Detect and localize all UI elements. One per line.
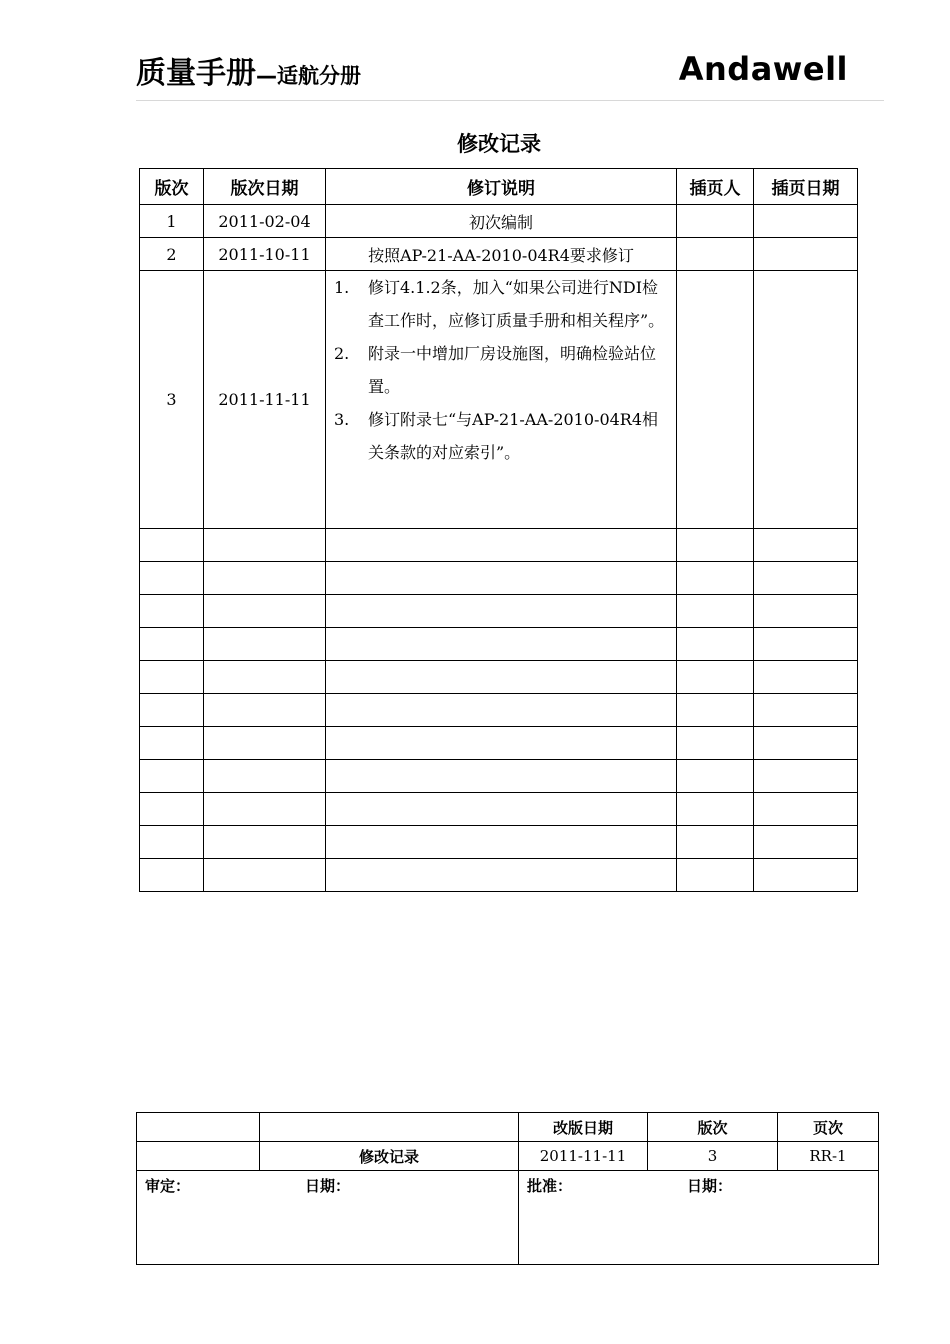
cell-inserter — [677, 562, 754, 595]
cell-insert-date — [754, 859, 858, 892]
table-row — [140, 205, 858, 238]
cell-insert-date — [754, 694, 858, 727]
cell-insert-date — [754, 271, 858, 529]
approve-date-label: 日期： — [687, 1177, 733, 1195]
cell-version — [140, 826, 204, 859]
table-row — [140, 238, 858, 271]
cell-date — [204, 793, 326, 826]
revision-item-list — [326, 271, 668, 469]
cell-inserter — [677, 238, 754, 271]
cell-insert-date — [754, 595, 858, 628]
cell-date — [204, 661, 326, 694]
footer-section-name: 修改记录 — [260, 1142, 519, 1171]
footer-header-row — [137, 1113, 879, 1142]
cell-date — [204, 727, 326, 760]
list-item-text: 修订4.1.2条，加入“如果公司进行NDI检查工作时，应修订质量手册和相关程序”。 — [368, 278, 665, 330]
cell-version: 1 — [140, 205, 204, 238]
cell-insert-date — [754, 529, 858, 562]
cell-version — [140, 529, 204, 562]
cell-date — [204, 595, 326, 628]
col-header-version: 版次 — [140, 169, 204, 205]
cell-date — [204, 859, 326, 892]
cell-description — [326, 595, 677, 628]
cell-inserter — [677, 826, 754, 859]
cell-version — [140, 562, 204, 595]
table-row — [140, 760, 858, 793]
table-row — [140, 826, 858, 859]
cell-version — [140, 595, 204, 628]
list-item-number: 1. — [334, 278, 350, 297]
footer-blank-cell — [137, 1113, 260, 1142]
col-header-inserter: 插页人 — [677, 169, 754, 205]
cell-date: 2011-02-04 — [204, 205, 326, 238]
footer-label-revision-date: 改版日期 — [519, 1113, 648, 1142]
cell-date — [204, 694, 326, 727]
footer-version: 3 — [648, 1142, 778, 1171]
footer-value-row — [137, 1142, 879, 1171]
revision-table — [139, 168, 858, 892]
col-header-insert-date: 插页日期 — [754, 169, 858, 205]
cell-insert-date — [754, 562, 858, 595]
approve-label: 批准： — [527, 1177, 573, 1195]
cell-inserter — [677, 271, 754, 529]
cell-insert-date — [754, 205, 858, 238]
cell-insert-date — [754, 727, 858, 760]
cell-date — [204, 562, 326, 595]
page-header — [136, 48, 884, 101]
cell-description — [326, 529, 677, 562]
review-label: 审定： — [145, 1177, 191, 1195]
approve-signature-cell — [519, 1171, 879, 1265]
cell-description — [326, 271, 677, 529]
footer-blank-cell — [260, 1113, 519, 1142]
cell-version — [140, 793, 204, 826]
revision-table-header — [140, 169, 858, 205]
footer-label-page: 页次 — [778, 1113, 879, 1142]
list-item — [326, 337, 668, 403]
table-row — [140, 595, 858, 628]
cell-inserter — [677, 694, 754, 727]
footer-revision-date: 2011-11-11 — [519, 1142, 648, 1171]
cell-version: 3 — [140, 271, 204, 529]
company-brand: Andawell — [678, 50, 848, 88]
cell-description — [326, 826, 677, 859]
cell-version — [140, 694, 204, 727]
cell-description — [326, 562, 677, 595]
list-item-number: 3. — [334, 410, 350, 429]
list-item-number: 2. — [334, 344, 350, 363]
cell-date — [204, 628, 326, 661]
cell-version — [140, 628, 204, 661]
footer-page-number: RR-1 — [778, 1142, 879, 1171]
cell-inserter — [677, 529, 754, 562]
cell-date — [204, 760, 326, 793]
cell-insert-date — [754, 760, 858, 793]
cell-insert-date — [754, 238, 858, 271]
table-row — [140, 628, 858, 661]
cell-description — [326, 661, 677, 694]
table-row — [140, 859, 858, 892]
cell-date: 2011-10-11 — [204, 238, 326, 271]
cell-description: 按照AP-21-AA-2010-04R4要求修订 — [326, 238, 677, 271]
manual-subtitle: —适航分册 — [256, 64, 361, 88]
cell-insert-date — [754, 628, 858, 661]
cell-version — [140, 661, 204, 694]
cell-inserter — [677, 727, 754, 760]
cell-inserter — [677, 595, 754, 628]
cell-insert-date — [754, 826, 858, 859]
cell-inserter — [677, 628, 754, 661]
table-row — [140, 727, 858, 760]
review-date-label: 日期： — [305, 1177, 351, 1195]
cell-description — [326, 694, 677, 727]
list-item — [326, 403, 668, 469]
cell-date: 2011-11-11 — [204, 271, 326, 529]
table-row — [140, 271, 858, 529]
cell-inserter — [677, 760, 754, 793]
table-row — [140, 562, 858, 595]
cell-inserter — [677, 205, 754, 238]
list-item-text: 修订附录七“与AP-21-AA-2010-04R4相关条款的对应索引”。 — [368, 410, 659, 462]
cell-date — [204, 826, 326, 859]
manual-title: 质量手册—适航分册 — [136, 56, 361, 91]
table-row — [140, 694, 858, 727]
cell-inserter — [677, 859, 754, 892]
table-row — [140, 793, 858, 826]
cell-version — [140, 760, 204, 793]
cell-inserter — [677, 793, 754, 826]
cell-description — [326, 859, 677, 892]
col-header-date: 版次日期 — [204, 169, 326, 205]
cell-description — [326, 760, 677, 793]
table-row — [140, 661, 858, 694]
cell-version — [140, 859, 204, 892]
list-item — [326, 271, 668, 337]
footer-label-version: 版次 — [648, 1113, 778, 1142]
cell-description — [326, 727, 677, 760]
cell-description — [326, 793, 677, 826]
footer-blank-cell — [137, 1142, 260, 1171]
cell-version — [140, 727, 204, 760]
table-row — [140, 529, 858, 562]
list-item-text: 附录一中增加厂房设施图，明确检验站位置。 — [368, 344, 657, 396]
footer-table — [136, 1112, 879, 1265]
footer-signature-row — [137, 1171, 879, 1265]
cell-insert-date — [754, 661, 858, 694]
cell-date — [204, 529, 326, 562]
cell-inserter — [677, 661, 754, 694]
col-header-description: 修订说明 — [326, 169, 677, 205]
document-title: 修改记录 — [457, 132, 541, 156]
cell-description: 初次编制 — [326, 205, 677, 238]
cell-version: 2 — [140, 238, 204, 271]
review-signature-cell — [137, 1171, 519, 1265]
cell-description — [326, 628, 677, 661]
cell-insert-date — [754, 793, 858, 826]
